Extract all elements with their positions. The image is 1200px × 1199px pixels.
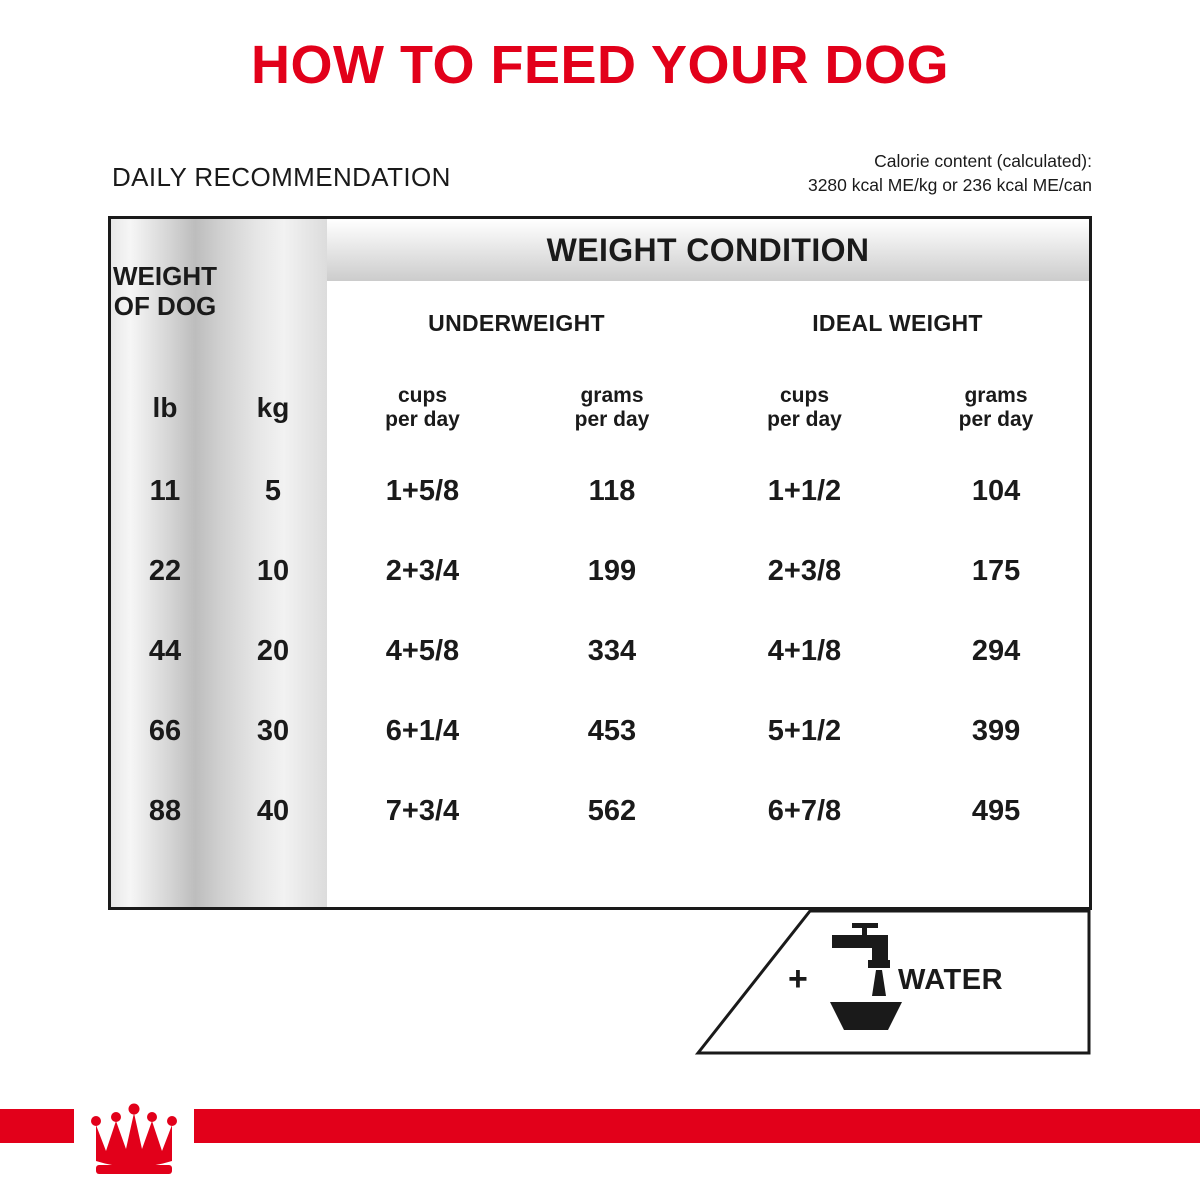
cell-lb: 66 bbox=[111, 691, 219, 771]
red-bar-fade bbox=[1000, 1109, 1200, 1143]
table-row bbox=[111, 451, 1089, 531]
weight-condition-header: WEIGHT CONDITION bbox=[327, 219, 1089, 281]
cell-kg: 30 bbox=[219, 691, 327, 771]
table-row bbox=[111, 771, 1089, 851]
ideal-cups-header-line2: per day bbox=[767, 408, 842, 431]
cell-underweight-grams: 118 bbox=[588, 474, 636, 507]
cell-underweight-cups: 7+3/4 bbox=[385, 794, 460, 827]
cell-ideal-cups: 5+1/2 bbox=[767, 714, 842, 747]
underweight-cups-header-line1: cups bbox=[397, 383, 447, 407]
ideal-grams-header-line1: grams bbox=[964, 383, 1028, 407]
table-row bbox=[111, 611, 1089, 691]
plus-sign: + bbox=[788, 960, 808, 998]
footer-brand-bar bbox=[0, 1087, 1200, 1199]
unit-kg-header: kg bbox=[219, 365, 327, 451]
condition-ideal-weight-header: IDEAL WEIGHT bbox=[812, 309, 983, 336]
page-title: HOW TO FEED YOUR DOG bbox=[250, 35, 950, 95]
cell-lb: 22 bbox=[111, 531, 219, 611]
cell-underweight-grams: 199 bbox=[587, 554, 637, 587]
table-bottom-pad-3 bbox=[706, 851, 903, 907]
ideal-grams-header-line2: per day bbox=[958, 408, 1034, 431]
cell-kg: 20 bbox=[219, 611, 327, 691]
ideal-cups-header-line1: cups bbox=[779, 383, 829, 407]
cell-kg: 40 bbox=[219, 771, 327, 851]
weight-of-dog-header-spacer bbox=[219, 219, 327, 365]
table-bottom-pad-lb bbox=[111, 851, 219, 907]
cell-lb: 88 bbox=[111, 771, 219, 851]
cell-ideal-grams: 175 bbox=[971, 554, 1021, 587]
calorie-content-line2: 3280 kcal ME/kg or 236 kcal ME/can bbox=[807, 174, 1092, 195]
cell-kg: 5 bbox=[219, 451, 327, 531]
table-bottom-pad-kg bbox=[219, 851, 327, 907]
cell-lb: 11 bbox=[111, 451, 219, 531]
weight-of-dog-header bbox=[111, 219, 219, 365]
cell-ideal-grams: 104 bbox=[971, 474, 1021, 507]
cell-ideal-cups: 4+1/8 bbox=[767, 634, 842, 667]
cell-underweight-cups: 4+5/8 bbox=[385, 634, 460, 667]
table-row bbox=[111, 531, 1089, 611]
daily-recommendation-label: DAILY RECOMMENDATION bbox=[112, 162, 451, 192]
cell-underweight-cups: 6+1/4 bbox=[385, 714, 460, 747]
water-label: WATER bbox=[898, 964, 1004, 996]
weight-of-dog-line1: WEIGHT bbox=[113, 261, 217, 292]
underweight-grams-header-line2: per day bbox=[574, 408, 650, 431]
cell-ideal-cups: 6+7/8 bbox=[767, 794, 842, 827]
cell-kg: 10 bbox=[219, 531, 327, 611]
condition-underweight-header: UNDERWEIGHT bbox=[428, 309, 605, 336]
cell-underweight-cups: 1+5/8 bbox=[385, 474, 460, 507]
table-bottom-pad-1 bbox=[327, 851, 518, 907]
table-bottom-pad-4 bbox=[903, 851, 1089, 907]
calorie-content-note bbox=[808, 150, 1092, 197]
feeding-table bbox=[111, 219, 1089, 907]
weight-of-dog-line2: OF DOG bbox=[113, 291, 217, 321]
cell-ideal-grams: 399 bbox=[971, 714, 1021, 747]
ideal-cups-header bbox=[706, 365, 903, 451]
cell-ideal-grams: 294 bbox=[971, 634, 1021, 667]
cell-ideal-cups: 2+3/8 bbox=[767, 554, 842, 587]
cell-underweight-grams: 334 bbox=[587, 634, 637, 667]
table-row bbox=[111, 691, 1089, 771]
water-callout bbox=[690, 908, 1092, 1056]
calorie-content-line1: Calorie content (calculated): bbox=[874, 151, 1092, 171]
cell-ideal-grams: 495 bbox=[971, 794, 1021, 827]
ideal-grams-header bbox=[903, 365, 1089, 451]
cell-underweight-grams: 562 bbox=[587, 794, 637, 827]
underweight-grams-header-line1: grams bbox=[580, 383, 644, 407]
royal-canin-crown-icon bbox=[86, 1099, 182, 1187]
feeding-table-container bbox=[108, 216, 1092, 910]
cell-lb: 44 bbox=[111, 611, 219, 691]
faucet-water-icon bbox=[816, 922, 908, 1034]
table-bottom-pad-2 bbox=[518, 851, 706, 907]
unit-lb-header: lb bbox=[111, 365, 219, 451]
underweight-cups-header-line2: per day bbox=[385, 408, 460, 431]
cell-underweight-cups: 2+3/4 bbox=[385, 554, 460, 587]
cell-ideal-cups: 1+1/2 bbox=[767, 474, 842, 507]
brand-logo bbox=[74, 1087, 194, 1199]
underweight-cups-header bbox=[327, 365, 518, 451]
cell-underweight-grams: 453 bbox=[587, 714, 637, 747]
underweight-grams-header bbox=[518, 365, 706, 451]
